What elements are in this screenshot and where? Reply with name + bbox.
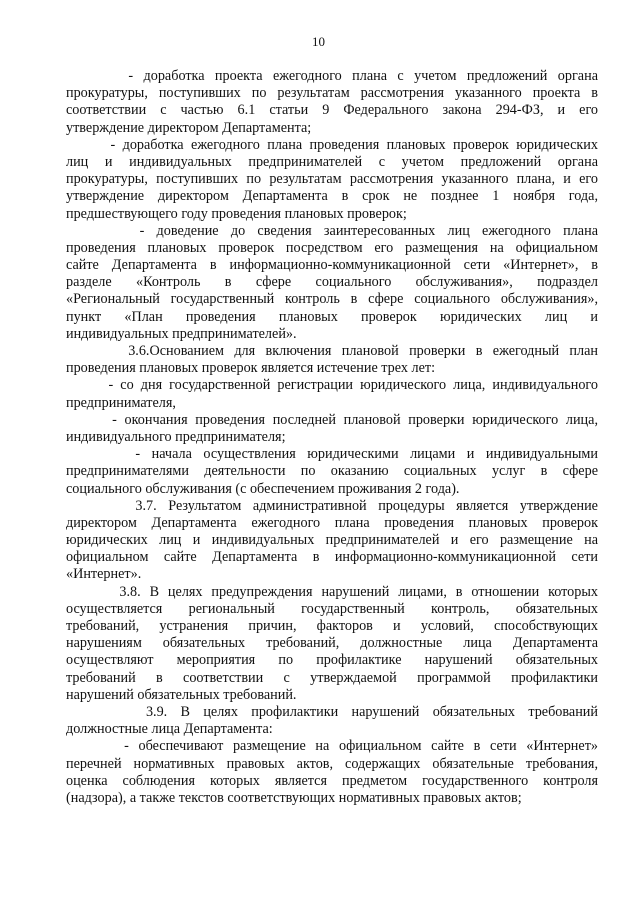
text-line: осуществляют мероприятия по профилактике нарушений обязательных — [66, 652, 598, 669]
text-line: - доведение до сведения заинтересованных лиц ежегодного плана — [66, 222, 598, 239]
text-line: должностные лица Департамента: — [66, 721, 273, 738]
text-line: предпринимателя, — [66, 394, 176, 411]
text-line: требований в соответствии с утверждаемой программой профилактики — [66, 669, 598, 686]
text-line: утверждение директором Департамента в срок не позднее 1 ноября года, — [66, 188, 598, 205]
text-line: прокуратуры, поступивших по результатам рассмотрения указанного плана, и его — [66, 171, 598, 188]
text-line: юридических лиц и индивидуальных предпринимателей и его размещение на — [66, 532, 598, 549]
text-line: требований, устранения причин, факторов и условий, способствующих — [66, 618, 598, 634]
text-line: нарушениям обязательных требований, должностные лица Департамента — [66, 635, 598, 652]
document-body — [66, 68, 598, 807]
text-line: - начала осуществления юридическими лицами и индивидуальными — [66, 446, 598, 463]
text-line: разделе «Контроль в сфере социального обслуживания», подраздел — [66, 274, 598, 291]
text-line: индивидуального предпринимателя; — [66, 428, 286, 445]
text-line: 3.9. В целях профилактики нарушений обязательных требований — [66, 703, 598, 720]
text-line: 3.8. В целях предупреждения нарушений лицами, в отношении которых — [66, 583, 598, 600]
text-line: 3.6.Основанием для включения плановой проверки в ежегодный план — [66, 343, 598, 359]
text-line: официальном сайте Департамента в информационно-коммуникационной сети — [66, 549, 598, 566]
text-line: - со дня государственной регистрации юридического лица, индивидуального — [66, 377, 598, 394]
text-line: пункт «План проведения плановых проверок юридических лиц и — [66, 308, 598, 325]
text-line: соответствии с частью 6.1 статьи 9 Федерального закона 294-ФЗ, и его — [66, 102, 598, 119]
text-line: «Интернет». — [66, 566, 142, 583]
text-line: «Региональный государственный контроль в сфере социального обслуживания», — [66, 291, 598, 308]
text-line: перечней нормативных правовых актов, содержащих обязательные требования, — [66, 755, 598, 772]
text-line: (надзора), а также текстов соответствующих нормативных правовых актов; — [66, 789, 522, 806]
text-line: осуществляется региональный государственный контроль, обязательных — [66, 600, 598, 617]
text-line: предпринимателями деятельности по оказанию социальных услуг в сфере — [66, 463, 598, 480]
text-line: нарушений обязательных требований. — [66, 686, 297, 703]
text-line: - окончания проведения последней плановой проверки юридического лица, — [66, 411, 598, 428]
page-number: 10 — [312, 34, 325, 49]
text-line: утверждение директором Департамента; — [66, 119, 312, 136]
text-line: - доработка проекта ежегодного плана с учетом предложений органа — [66, 68, 598, 84]
text-line: директором Департамента ежегодного плана проведения плановых проверок — [66, 514, 598, 531]
text-line: проведения плановых проверок является истечение трех лет: — [66, 360, 436, 377]
text-line: предшествующего году проведения плановых проверок; — [66, 205, 407, 222]
text-line: прокуратуры, поступивших по результатам рассмотрения указанного проекта в — [66, 85, 598, 102]
text-line: лиц и индивидуальных предпринимателей с учетом предложений органа — [66, 153, 598, 170]
text-line: 3.7. Результатом административной процедуры является утверждение — [66, 497, 598, 514]
text-line: социального обслуживания (с обеспечением проживания 2 года). — [66, 480, 460, 497]
text-line: проведения плановых проверок посредством его размещения на официальном — [66, 239, 598, 256]
text-line: оценка соблюдения которых является предметом государственного контроля — [66, 772, 598, 789]
text-line: - доработка ежегодного плана проведения плановых проверок юридических — [66, 136, 598, 153]
text-line: - обеспечивают размещение на официальном сайте в сети «Интернет» — [66, 738, 598, 755]
text-line: сайте Департамента в информационно-коммуникационной сети «Интернет», в — [66, 257, 598, 274]
text-line: индивидуальных предпринимателей». — [66, 325, 297, 342]
